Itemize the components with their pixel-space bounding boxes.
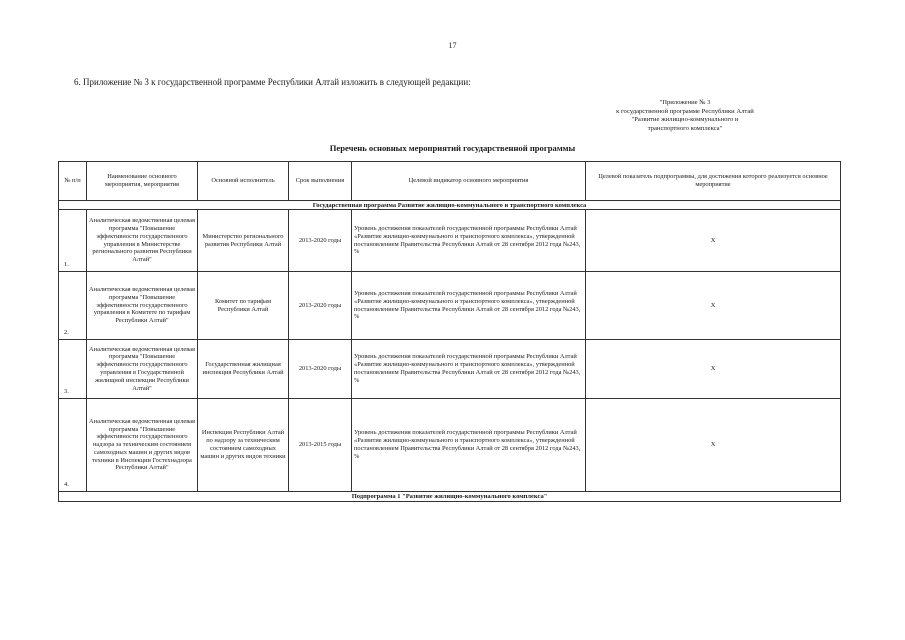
row-executor: Государственная жилищная инспекция Республики Алтай: [198, 340, 289, 399]
row-indicator: Уровень достижения показателей государственной программы Республики Алтай «Развитие жилищно-коммунального и транспортного комплекса», утвержденной постановлением Правительства Республики Алтай от 28 сентября 2012 года №243, %: [352, 399, 586, 492]
measures-table: [58, 161, 841, 502]
row-executor: Комитет по тарифам Республики Алтай: [198, 272, 289, 340]
row-target: X: [586, 340, 841, 399]
row-target: X: [586, 399, 841, 492]
attachment-line-1: "Приложение № 3: [659, 99, 711, 106]
table-row: [59, 272, 841, 340]
row-name: Аналитическая ведомственная целевая программа "Повышение эффективности государственного управления в Министерстве регионального развития Республики Алтай": [87, 210, 198, 272]
header-name: Наименование основного мероприятия, мероприятия: [87, 162, 198, 201]
section-row: [59, 201, 841, 210]
row-indicator: Уровень достижения показателей государственной программы Республики Алтай «Развитие жилищно-коммунального и транспортного комплекса», утвержденной постановлением Правительства Республики Алтай от 28 сентября 2012 года №243, %: [352, 210, 586, 272]
attachment-note: [560, 99, 810, 133]
page-number: 17: [448, 41, 457, 50]
row-executor: Министерство регионального развития Республики Алтай: [198, 210, 289, 272]
row-indicator: Уровень достижения показателей государственной программы Республики Алтай «Развитие жилищно-коммунального и транспортного комплекса», утвержденной постановлением Правительства Республики Алтай от 28 сентября 2012 года №243, %: [352, 340, 586, 399]
attachment-line-3: "Развитие жилищно-коммунального и: [631, 116, 739, 124]
header-term: Срок выполнения: [289, 162, 352, 201]
header-target: Целевой показатель подпрограммы, для достижения которого реализуется основное мероприятие: [586, 162, 841, 201]
table-row: [59, 399, 841, 492]
row-term: 2013-2020 годы: [289, 340, 352, 399]
table-caption: Перечень основных мероприятий государственной программы: [329, 143, 576, 153]
row-target: X: [586, 210, 841, 272]
row-name: Аналитическая ведомственная целевая программа "Повышение эффективности государственного надзора за техническим состоянием самоходных машин и других видов техники в Инспекции Гостехнадзора Республики Алтай": [87, 399, 198, 492]
row-num: 3.: [59, 340, 87, 399]
row-num: 4.: [59, 399, 87, 492]
table-row: [59, 340, 841, 399]
attachment-line-2: к государственной программе Республики Алтай: [616, 107, 754, 115]
row-target: X: [586, 272, 841, 340]
table-header-row: [59, 162, 841, 201]
row-term: 2013-2015 годы: [289, 399, 352, 492]
row-num: 2.: [59, 272, 87, 340]
row-executor: Инспекция Республики Алтай по надзору за техническим состоянием самоходных машин и других видов техники: [198, 399, 289, 492]
table-row: [59, 210, 841, 272]
header-executor: Основной исполнитель: [198, 162, 289, 201]
subsection-title: Подпрограмма 1 "Развитие жилищно-коммунального комплекса": [59, 492, 841, 502]
row-name: Аналитическая ведомственная целевая программа "Повышение эффективности государственного управления в Государственной жилищной инспекции Республики Алтай": [87, 340, 198, 399]
intro-paragraph: 6. Приложение № 3 к государственной программе Республики Алтай изложить в следующей редакции:: [74, 77, 471, 87]
row-name: Аналитическая ведомственная целевая программа "Повышение эффективности государственного управления в Комитете по тарифам Республики Алтай": [87, 272, 198, 340]
header-num: № п/п: [59, 162, 87, 201]
subsection-row: [59, 492, 841, 502]
row-indicator: Уровень достижения показателей государственной программы Республики Алтай «Развитие жилищно-коммунального и транспортного комплекса», утвержденной постановлением Правительства Республики Алтай от 28 сентября 2012 года №243, %: [352, 272, 586, 340]
row-term: 2013-2020 годы: [289, 210, 352, 272]
row-term: 2013-2020 годы: [289, 272, 352, 340]
header-indicator: Целевой индикатор основного мероприятия: [352, 162, 586, 201]
row-num: 1.: [59, 210, 87, 272]
section-title: Государственная программа Развитие жилищно-коммунального и транспортного комплекса: [59, 201, 841, 210]
attachment-line-4: транспортного комплекса": [647, 124, 723, 132]
